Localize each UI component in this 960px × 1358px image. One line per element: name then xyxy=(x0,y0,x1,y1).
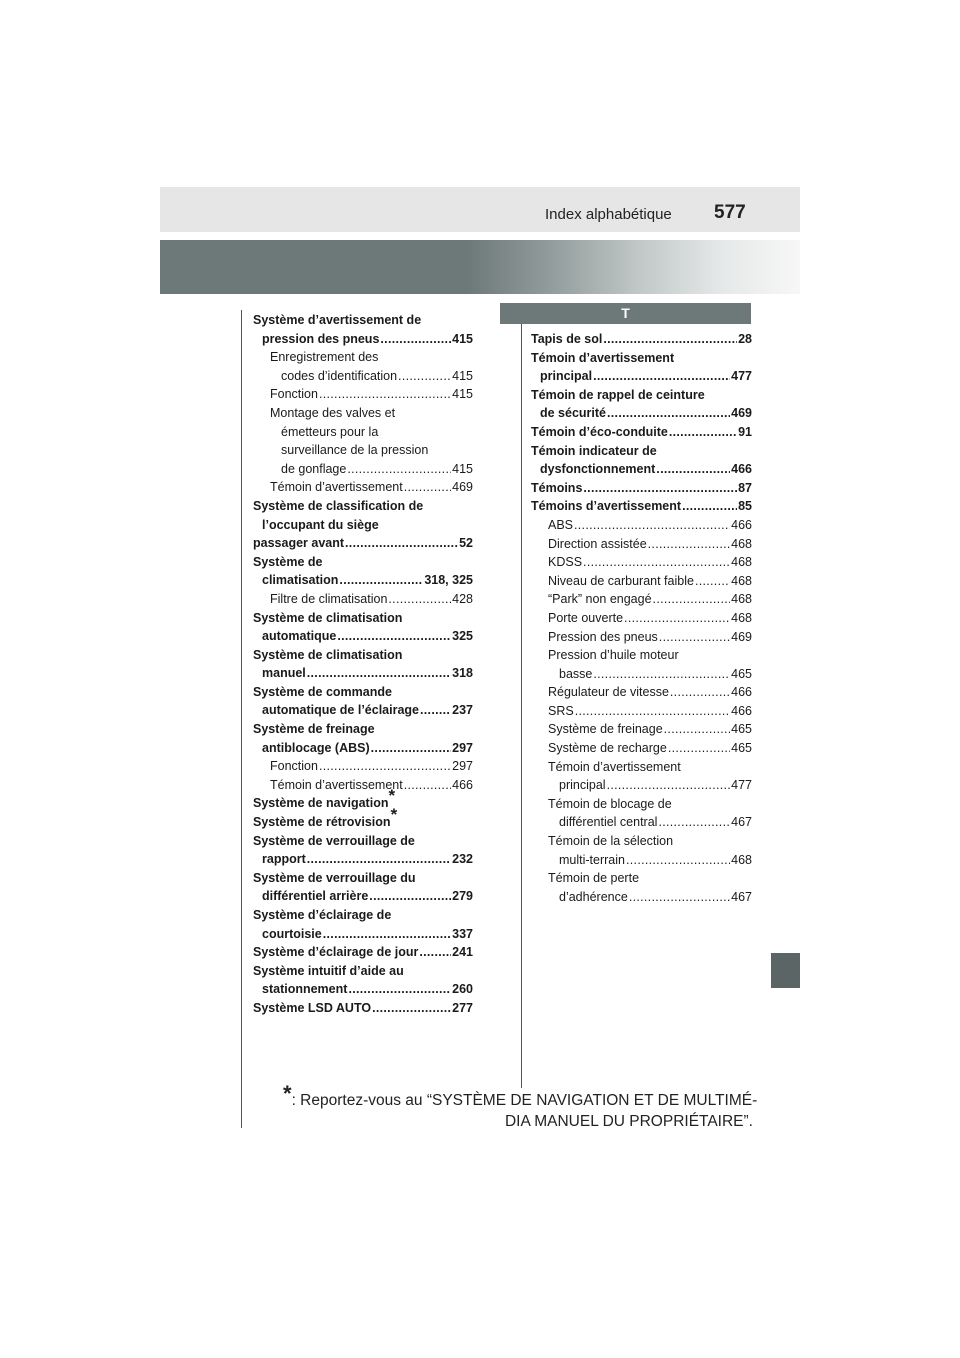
entry-text: stationnement xyxy=(262,982,348,997)
dot-leader xyxy=(337,627,451,646)
index-entry[interactable] xyxy=(253,683,473,720)
dot-leader xyxy=(659,628,730,647)
entry-text: Témoin d’éco-conduite xyxy=(531,424,668,439)
entry-page: 52 xyxy=(459,536,473,551)
entry-page: 466 xyxy=(731,703,752,718)
index-subentry[interactable] xyxy=(531,758,752,795)
entry-text: Système de freinage xyxy=(548,722,663,737)
entry-page: 297 xyxy=(452,759,473,774)
entry-text: multi-terrain xyxy=(559,852,625,867)
entry-text: KDSS xyxy=(548,555,583,570)
index-subentry[interactable] xyxy=(531,590,752,609)
entry-text: Système d’éclairage de xyxy=(253,908,392,922)
footnote xyxy=(283,1081,758,1132)
index-entry[interactable] xyxy=(531,386,752,423)
index-entry[interactable] xyxy=(253,869,473,906)
entry-text: Enregistrement des xyxy=(270,350,379,365)
index-subentry[interactable] xyxy=(531,720,752,739)
entry-page: 279 xyxy=(452,889,473,904)
entry-text: automatique de l’éclairage xyxy=(262,703,419,718)
entry-text: principal xyxy=(540,369,593,384)
entry-text: différentiel central xyxy=(559,815,658,830)
entry-page: 468 xyxy=(731,573,752,588)
entry-text: Système de rétrovision xyxy=(253,815,391,830)
dot-leader xyxy=(669,423,737,442)
dot-leader xyxy=(626,851,730,870)
entry-text: Porte ouverte xyxy=(548,610,624,625)
dot-leader xyxy=(348,980,451,999)
entry-page: 468 xyxy=(731,536,752,551)
dot-leader xyxy=(372,999,451,1018)
footnote-marker: * xyxy=(283,1081,292,1106)
entry-text: Système de xyxy=(253,554,323,569)
index-entry[interactable] xyxy=(531,442,752,479)
entry-text: pression des pneus xyxy=(262,331,380,346)
entry-text: Filtre de climatisation xyxy=(270,591,388,606)
dot-leader xyxy=(682,497,737,516)
dot-leader xyxy=(371,739,451,758)
dot-leader xyxy=(307,850,451,869)
index-subentry[interactable] xyxy=(531,739,752,758)
index-entry[interactable] xyxy=(253,962,473,999)
index-entry[interactable] xyxy=(253,609,473,646)
dot-leader xyxy=(593,665,730,684)
entry-page: 469 xyxy=(452,480,473,495)
dot-leader xyxy=(574,516,730,535)
footnote-text-line1: : Reportez-vous au “SYSTÈME DE NAVIGATION ET DE MULTIMÉ- xyxy=(291,1092,758,1109)
index-entry[interactable] xyxy=(531,349,752,386)
entry-text: passager avant xyxy=(253,536,345,551)
dot-leader xyxy=(648,535,730,554)
entry-page: 468 xyxy=(731,592,752,607)
entry-page: 466 xyxy=(731,517,752,532)
dot-leader xyxy=(398,367,451,386)
entry-text: Pression d’huile moteur xyxy=(548,648,679,663)
column-divider-left xyxy=(241,310,242,1128)
index-subentry[interactable] xyxy=(531,702,752,721)
entry-page: 325 xyxy=(452,629,473,644)
entry-page: 468 xyxy=(731,610,752,625)
entry-page: 468 xyxy=(731,852,752,867)
page-number: 577 xyxy=(714,202,746,223)
entry-text: ABS xyxy=(548,517,574,532)
entry-page: 85 xyxy=(738,499,752,514)
header-title: Index alphabétique xyxy=(545,206,672,223)
entry-text: Système de freinage xyxy=(253,722,375,737)
entry-text: Système de climatisation xyxy=(253,610,403,625)
entry-text: Système de commande xyxy=(253,684,392,699)
entry-text: surveillance de la pression xyxy=(281,443,429,458)
index-subentry[interactable] xyxy=(253,404,473,478)
entry-text: Fonction xyxy=(270,387,318,402)
dot-leader xyxy=(624,609,730,628)
index-subentry[interactable] xyxy=(253,590,473,609)
entry-page: 337 xyxy=(452,926,473,941)
entry-page: 466 xyxy=(731,462,752,477)
index-entry[interactable] xyxy=(531,497,752,516)
dot-leader xyxy=(369,887,451,906)
footnote-text-line2: DIA MANUEL DU PROPRIÉTAIRE”. xyxy=(504,1113,753,1130)
index-entry[interactable] xyxy=(253,906,473,943)
entry-text: Tapis de sol xyxy=(531,332,603,346)
footnote-marker: * xyxy=(388,786,396,806)
dot-leader xyxy=(607,776,731,795)
index-subentry[interactable] xyxy=(531,572,752,591)
entry-text: courtoisie xyxy=(262,926,322,941)
index-entry[interactable] xyxy=(253,311,473,348)
entry-text: Témoin de perte xyxy=(548,871,640,886)
index-subentry[interactable] xyxy=(531,516,752,535)
column-divider-middle xyxy=(521,324,522,1088)
dot-leader xyxy=(319,757,451,776)
dot-leader xyxy=(419,943,451,962)
entry-page: 477 xyxy=(731,369,752,384)
entry-text: Fonction xyxy=(270,759,318,774)
index-subentry[interactable] xyxy=(253,348,473,385)
entry-text: Témoin de rappel de ceinture xyxy=(531,387,705,402)
entry-text: Pression des pneus xyxy=(548,629,658,644)
entry-text: Régulateur de vitesse xyxy=(548,685,669,700)
dot-leader xyxy=(695,572,730,591)
index-entry[interactable] xyxy=(253,999,473,1018)
header-band xyxy=(160,187,800,232)
entry-page: 465 xyxy=(731,741,752,756)
entry-text: antiblocage (ABS) xyxy=(262,740,370,755)
index-entry[interactable] xyxy=(253,943,473,962)
dot-leader xyxy=(668,739,730,758)
entry-text: de gonflage xyxy=(281,461,347,476)
dot-leader xyxy=(653,590,731,609)
entry-text: basse xyxy=(559,666,593,681)
entry-text: d’adhérence xyxy=(559,889,628,904)
entry-text: Système d’avertissement de xyxy=(253,313,422,327)
dot-leader xyxy=(575,702,730,721)
entry-page: 465 xyxy=(731,722,752,737)
index-entry[interactable] xyxy=(253,553,473,590)
entry-page: 477 xyxy=(731,778,752,793)
entry-text: Témoins d’avertissement xyxy=(531,499,682,514)
index-entry[interactable] xyxy=(253,720,473,757)
entry-text: Système de recharge xyxy=(548,741,667,756)
index-subentry[interactable] xyxy=(531,646,752,683)
dot-leader xyxy=(345,534,458,553)
entry-page: 87 xyxy=(738,480,752,495)
index-entry[interactable] xyxy=(253,832,473,869)
footnote-marker: * xyxy=(390,805,398,825)
index-subentry[interactable] xyxy=(253,385,473,404)
entry-page: 467 xyxy=(731,889,752,904)
dot-leader xyxy=(656,460,730,479)
dot-leader xyxy=(420,701,451,720)
dot-leader xyxy=(323,925,451,944)
index-column-right xyxy=(531,330,752,906)
index-subentry[interactable] xyxy=(531,683,752,702)
entry-page: 466 xyxy=(452,777,473,792)
dot-leader xyxy=(629,888,730,907)
dot-leader xyxy=(593,367,730,386)
entry-text: Système d’éclairage de jour xyxy=(253,945,419,960)
index-column-left xyxy=(253,311,473,1018)
entry-text: automatique xyxy=(262,629,337,644)
entry-text: Témoin d’avertissement xyxy=(270,480,403,495)
entry-page: 415 xyxy=(452,368,473,383)
entry-text: Système intuitif d’aide au xyxy=(253,963,404,978)
entry-page: 466 xyxy=(731,685,752,700)
entry-page: 260 xyxy=(452,982,473,997)
entry-page: 415 xyxy=(452,387,473,402)
entry-page: 91 xyxy=(738,424,752,439)
entry-text: Témoin d’avertissement xyxy=(270,777,403,792)
chapter-side-tab xyxy=(771,953,800,988)
entry-text: Témoin de blocage de xyxy=(548,796,672,811)
index-subentry[interactable] xyxy=(531,628,752,647)
dot-leader xyxy=(404,776,451,795)
index-subentry[interactable] xyxy=(531,869,752,906)
entry-page: 467 xyxy=(731,815,752,830)
entry-text: Témoins xyxy=(531,480,583,495)
index-subentry[interactable] xyxy=(531,535,752,554)
dot-leader xyxy=(347,460,451,479)
entry-text: “Park” non engagé xyxy=(548,592,652,607)
entry-text: Témoin d’avertissement xyxy=(548,759,681,774)
entry-page: 465 xyxy=(731,666,752,681)
entry-text: dysfonctionnement xyxy=(540,462,656,477)
dot-leader xyxy=(607,404,730,423)
entry-text: SRS xyxy=(548,703,574,718)
entry-text: manuel xyxy=(262,666,306,681)
entry-page: 318 xyxy=(452,666,473,681)
entry-page: 415 xyxy=(452,331,473,346)
dot-leader xyxy=(583,553,730,572)
dot-leader xyxy=(319,385,451,404)
dot-leader xyxy=(670,683,730,702)
index-entry[interactable] xyxy=(531,330,752,349)
entry-page: 232 xyxy=(452,852,473,867)
entry-page: 237 xyxy=(452,703,473,718)
section-letter-bar: T xyxy=(500,303,751,324)
entry-page: 469 xyxy=(731,406,752,421)
dot-leader xyxy=(380,330,451,349)
dot-leader xyxy=(388,590,451,609)
dot-leader xyxy=(339,571,423,590)
entry-text: principal xyxy=(559,778,606,793)
entry-text: Système de navigation xyxy=(253,796,389,811)
entry-text: Système de verrouillage de xyxy=(253,833,415,848)
dot-leader xyxy=(583,479,737,498)
entry-text: différentiel arrière xyxy=(262,889,369,904)
index-entry[interactable] xyxy=(531,479,752,498)
entry-page: 469 xyxy=(731,629,752,644)
entry-text: Témoin d’avertissement xyxy=(531,350,675,365)
index-entry[interactable] xyxy=(531,423,752,442)
entry-page: 28 xyxy=(738,332,752,346)
entry-text: Système de climatisation xyxy=(253,647,403,662)
entry-page: 415 xyxy=(452,461,473,476)
entry-text: Système de classification de xyxy=(253,498,424,513)
entry-text: Système de verrouillage du xyxy=(253,870,416,885)
index-subentry[interactable] xyxy=(253,776,473,795)
index-subentry[interactable] xyxy=(531,795,752,832)
entry-text: Témoin de la sélection xyxy=(548,834,674,849)
entry-text: émetteurs pour la xyxy=(281,424,379,439)
entry-page: 297 xyxy=(452,740,473,755)
entry-text: de sécurité xyxy=(540,406,607,421)
entry-page: 318, 325 xyxy=(424,573,473,588)
index-entry[interactable] xyxy=(253,805,473,832)
index-entry[interactable] xyxy=(253,646,473,683)
entry-text: codes d’identification xyxy=(281,368,398,383)
entry-text: l’occupant du siège xyxy=(262,517,379,532)
index-subentry[interactable] xyxy=(253,478,473,497)
dot-leader xyxy=(603,330,737,349)
dot-leader xyxy=(664,720,730,739)
entry-text: Montage des valves et xyxy=(270,405,396,420)
dot-leader xyxy=(404,478,451,497)
entry-page: 428 xyxy=(452,591,473,606)
index-subentry[interactable] xyxy=(531,553,752,572)
entry-page: 277 xyxy=(452,1000,473,1015)
dot-leader xyxy=(658,813,730,832)
entry-text: Système LSD AUTO xyxy=(253,1000,372,1015)
entry-page: 468 xyxy=(731,555,752,570)
entry-text: Direction assistée xyxy=(548,536,647,551)
entry-text: rapport xyxy=(262,852,306,867)
index-subentry[interactable] xyxy=(531,609,752,628)
entry-text: climatisation xyxy=(262,573,339,588)
index-subentry[interactable] xyxy=(253,757,473,776)
entry-text: Niveau de carburant faible xyxy=(548,573,694,588)
header-gradient-bar xyxy=(160,240,800,294)
index-subentry[interactable] xyxy=(531,832,752,869)
index-entry[interactable] xyxy=(253,786,473,813)
entry-page: 241 xyxy=(452,945,473,960)
index-entry[interactable] xyxy=(253,497,473,553)
dot-leader xyxy=(307,664,451,683)
entry-text: Témoin indicateur de xyxy=(531,443,657,458)
